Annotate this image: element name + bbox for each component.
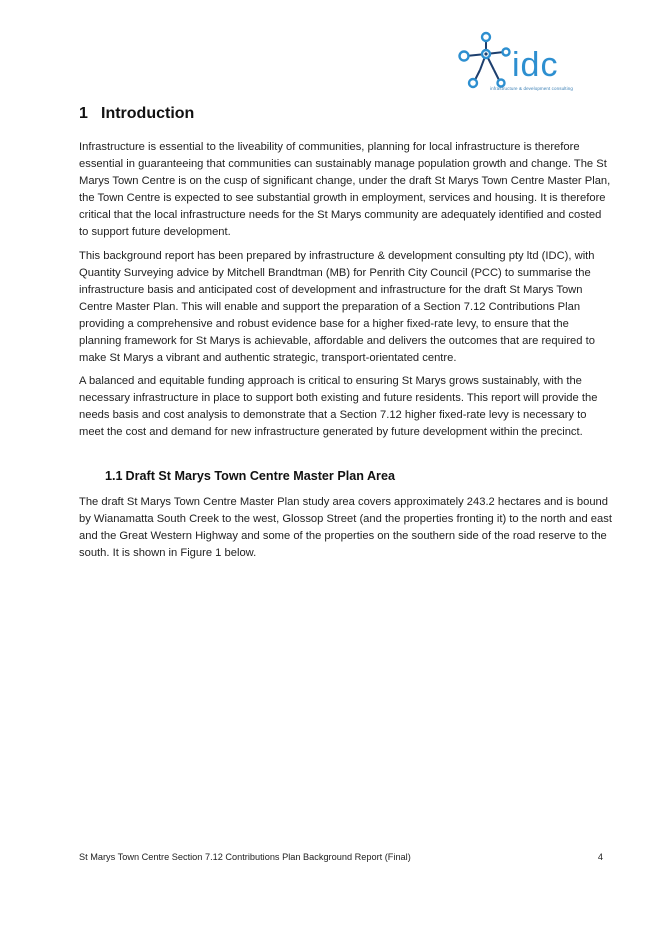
intro-paragraph-2: This background report has been prepared by infrastructure & development consulting pty ltd (IDC), with Quantity Surveying advice by Mitchell Brandtman (MB) for Penrith City Council (PCC) to summarise the infrastructure basis and anticipated cost of development and infrastructure for the draft St Marys Town Centre Master Plan. This will enable and support the preparation of a Section 7.12 Contributions Plan providing a comprehensive and robust evidence base for a higher fixed-rate levy, to ensure that the planning framework for St Marys is achievable, affordable and delivers the outcomes that are required to make St Marys a vibrant and authentic strategic, transport-orientated centre.: [79, 250, 595, 364]
page-footer: [79, 852, 603, 862]
page-number: 4: [597, 852, 603, 862]
logo-wordmark: idc: [512, 46, 559, 84]
subsection-paragraph: The draft St Marys Town Centre Master Plan study area covers approximately 243.2 hectares and is bound by Wianamatta South Creek to the west, Glossop Street (and the properties fronting it) to the north and east and the Great Western Highway and some of the properties on the southern side of the road reserve to the south. It is shown in Figure 1 below.: [79, 496, 612, 559]
logo-tagline: infrastructure & development consulting: [490, 86, 573, 91]
subsection-number: 1.1: [105, 469, 123, 483]
subsection-title: Draft St Marys Town Centre Master Plan Area: [125, 469, 395, 483]
subsection-heading: [105, 469, 395, 483]
intro-paragraph-1: Infrastructure is essential to the liveability of communities, planning for local infrastructure is therefore essential in guaranteeing that communities can sustainably manage population growth and change. The St Marys Town Centre is on the cusp of significant change, under the draft St Marys Town Centre Master Plan, the Town Centre is expected to see substantial growth in employment, services and housing. It is therefore critical that the local infrastructure needs for the St Marys community are adequately identified and costed to support future development.: [79, 141, 611, 238]
footer-title: St Marys Town Centre Section 7.12 Contributions Plan Background Report (Final): [79, 852, 411, 862]
section-number: 1: [79, 105, 88, 122]
section-title: Introduction: [101, 105, 195, 122]
intro-paragraph-3: A balanced and equitable funding approach is critical to ensuring St Marys grows sustainably, with the necessary infrastructure in place to support both existing and future residents. This report will provide the needs basis and cost analysis to demonstrate that a Section 7.12 higher fixed-rate levy is necessary to meet the cost and demand for new infrastructure generated by future development within the precinct.: [79, 375, 598, 438]
section-heading: [79, 105, 194, 123]
